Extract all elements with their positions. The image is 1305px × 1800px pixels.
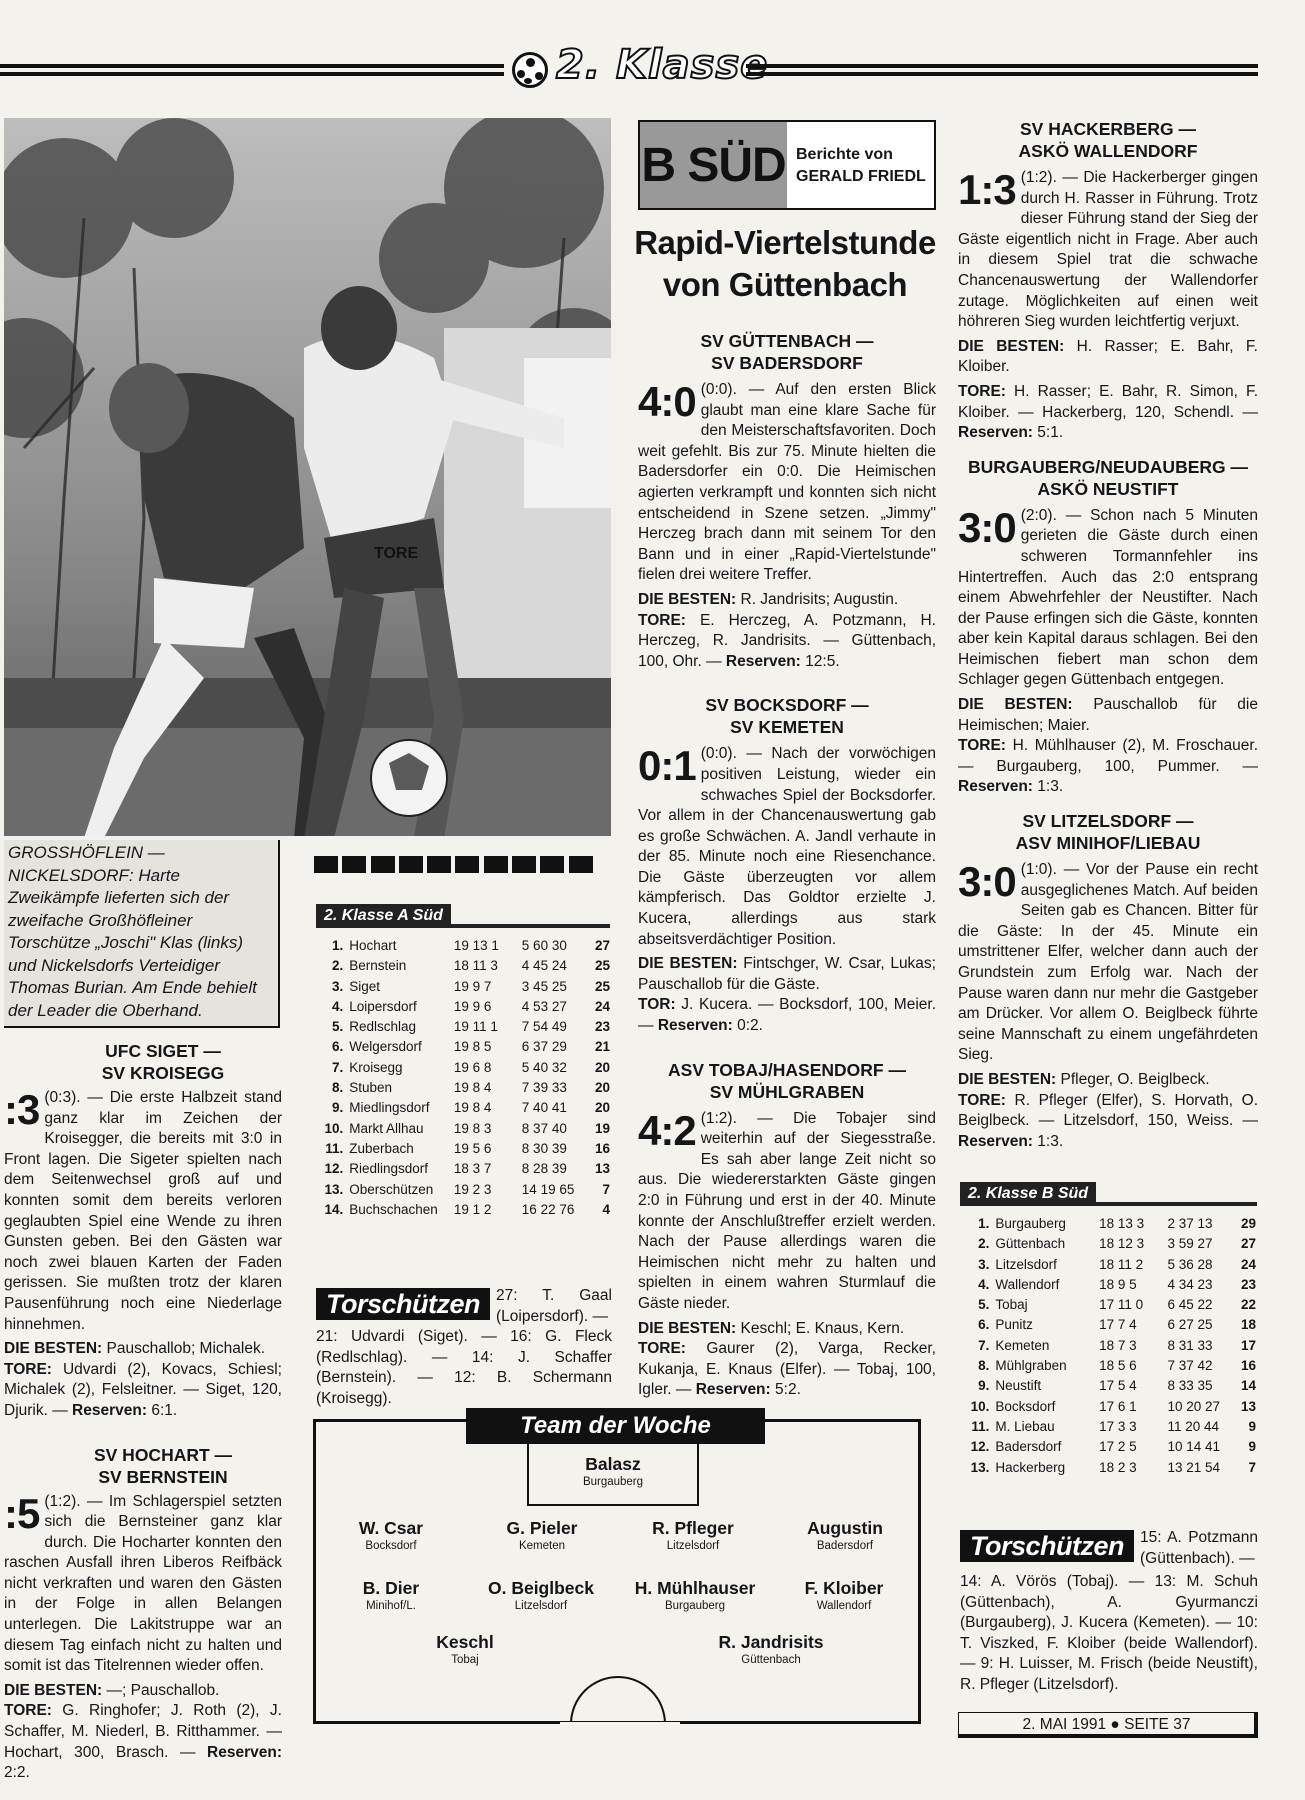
table-cell: 27 <box>1240 1236 1256 1252</box>
table-cell: Burgauberg <box>995 1216 1066 1231</box>
match-title: BURGAUBERG/NEUDAUBERG — <box>967 456 1248 477</box>
table-cell: 18 13 3 <box>1099 1216 1145 1231</box>
headline: Rapid-Viertelstunde von Güttenbach <box>634 224 936 303</box>
table-cell: 13 <box>1240 1398 1256 1414</box>
table-row <box>316 1017 610 1037</box>
player: H. Mühlhauser Burgauberg <box>634 1578 756 1612</box>
table-cell: 1. <box>331 938 344 953</box>
table-cell: Buchschachen <box>349 1201 438 1217</box>
table-cell: 10. <box>970 1398 990 1414</box>
table-cell: 7 <box>1248 1459 1256 1475</box>
match-title: SV HOCHART — <box>93 1444 233 1465</box>
table-cell: 5. <box>978 1297 990 1313</box>
standings-table-b <box>962 1214 1256 1478</box>
table-cell: 8 28 39 <box>521 1161 567 1177</box>
match-title: ASV MINIHOF/LIEBAU <box>1015 833 1201 854</box>
table-cell: Güttenbach <box>995 1236 1066 1252</box>
table-cell: Punitz <box>995 1317 1033 1333</box>
match-title: UFC SIGET — <box>105 1041 221 1061</box>
table-cell: Loipersdorf <box>349 998 417 1014</box>
table-cell: 18 <box>1240 1317 1256 1333</box>
table-cell: 17 5 4 <box>1099 1378 1137 1394</box>
table-cell: 8 33 35 <box>1167 1378 1213 1394</box>
table-cell: 3. <box>331 978 344 994</box>
table-row <box>316 1200 610 1220</box>
table-cell: Welgersdorf <box>349 1039 422 1055</box>
table-cell: 13. <box>970 1459 990 1475</box>
table-row <box>962 1315 1256 1335</box>
table-cell: Zuberbach <box>349 1140 414 1156</box>
table-cell: 1. <box>978 1216 990 1231</box>
match-score: 4:2 <box>638 1106 696 1154</box>
match-report: (1:2). — Die Hackerberger gingen durch H. Rasser in Führung. Trotz dieser Führung stand der Sieg der Gäste eigentlich nicht in Frage. Aber auch in diesem Spiel trat die schwache Chancenauswertung der Wallendorfer zutage. Möglichkeiten auf einen weit höhreren Sieg wurden leichtfertig verjuxt. <box>958 169 1258 331</box>
match-title: ASKÖ NEUSTIFT <box>1037 478 1179 499</box>
table-cell: 25 <box>594 958 610 974</box>
table-cell: 17 11 0 <box>1099 1297 1144 1313</box>
match-report: (0:0). — Nach der vorwöchigen positiven Leistung, wieder ein schwaches Spiel der Bocksdorfer. Vor allem in der Chancenauswertung gab es große Schwächen. A. Jandl verhaute in der 85. Minute noch eine Riesenchance. Die Gäste überzeugten vor allem kämpferisch. Das Goldtor erzielte J. Kucera, allerdings aus stark abseitsverdächtiger Position. <box>638 745 936 948</box>
match-score: :3 <box>4 1086 40 1133</box>
match-title: SV BOCKSDORF — <box>705 695 869 716</box>
match-title: SV LITZELSDORF — <box>1022 811 1194 832</box>
table-cell: 24 <box>1240 1256 1256 1272</box>
table-cell: 11 20 44 <box>1167 1418 1220 1434</box>
table-cell: 4 53 27 <box>521 998 567 1014</box>
table-cell: 12. <box>970 1439 990 1455</box>
decorative-squares <box>314 856 597 878</box>
match-title: SV BADERSDORF <box>711 353 863 373</box>
table-cell: 19 9 6 <box>453 998 492 1014</box>
table-cell: 16 22 76 <box>521 1201 575 1217</box>
table-cell: 7 <box>602 1181 610 1197</box>
match-title: SV KEMETEN <box>730 717 844 738</box>
table-row <box>962 1336 1256 1356</box>
table-cell: 18 5 6 <box>1099 1358 1137 1374</box>
left-column: UFC SIGET — SV KROISEGG :3 (0:3). — Die erste Halbzeit stand ganz klar im Zeichen der Kroisegger, die bereits mit 3:0 in Front lagen. Die Sigeter spielten nach dem Seitenwechsel groß auf und konnten somit dem bereits verloren geglaubten Spiel eine Wende zu ihren Gunsten geben. Bei den Gästen war noch zwei blauen Karten der Faden gerissen. Sie mußten trotz der klaren Pausenführung noch eine Niederlage hinnehmen. DIE BESTEN: Pauschallob; Michalek. TORE: Udvardi (2), Kovacs, Schiesl; Michalek (2), Felsleitner. — Siget, 120, Djurik. — Reserven: 6:1. SV HOCHART — SV BERNSTEIN :5 (1:2). — Im Schlagerspiel setzten sich die Bernsteiner ganz klar durch. Die Hocharter konnten den raschen Ausfall ihren Liberos Reifbäck nicht verkraften und waren den Gästen in der Folge in allen Belangen unterlegen. Die Lakitstruppe war an diesem Tag einfach nicht zu halten und somit ist das Titelrennen wieder offen. DIE BESTEN: —; Pauschallob. TORE: G. Ringhofer; J. Roth (2), J. Schaffer, M. Niederl, B. Ritthammer. — Hochart, 300, Brasch. — Reserven: 2:2. <box>4 1041 282 1782</box>
reports-by: Berichte von GERALD FRIEDL <box>796 146 926 185</box>
player: F. Kloiber Wallendorf <box>804 1578 884 1612</box>
table-cell: 12. <box>324 1161 344 1177</box>
table-cell: Mühlgraben <box>995 1358 1067 1374</box>
table-cell: Riedlingsdorf <box>349 1161 429 1177</box>
table-cell: 7 40 41 <box>521 1100 567 1116</box>
table-cell: 19 9 7 <box>453 978 492 994</box>
table-cell: 24 <box>594 998 610 1014</box>
table-cell: 2. <box>331 958 344 974</box>
table-cell: 22 <box>1240 1297 1256 1313</box>
match-score: :5 <box>4 1489 40 1537</box>
table-cell: Neustift <box>995 1378 1042 1394</box>
table-cell: Wallendorf <box>995 1276 1060 1292</box>
player: R. Jandrisits Güttenbach <box>718 1632 824 1666</box>
table-a-title: 2. Klasse A Süd <box>316 904 451 928</box>
table-cell: 7. <box>978 1337 990 1353</box>
table-cell: 23 <box>594 1019 610 1035</box>
match-score: 3:0 <box>958 858 1016 906</box>
table-cell: Kroisegg <box>349 1059 403 1075</box>
table-cell: 17 <box>1240 1337 1256 1353</box>
table-row <box>962 1397 1256 1417</box>
table-cell: 25 <box>594 978 610 994</box>
table-row <box>962 1356 1256 1376</box>
football-icon <box>512 52 548 88</box>
match-title: SV BERNSTEIN <box>98 1466 228 1487</box>
middle-column: SV GÜTTENBACH — SV BADERSDORF 4:0 (0:0). — Auf den ersten Blick glaubt man eine klare Sache für den Meisterschaftsfavoriten. Doch weit gefehlt. Bis zur 75. Minute hielten die Badersdorfer ein 0:0. Die Heimischen agierten verkrampft und konnten sich nicht entscheidend in Szene setzen. „Jimmy" Herczeg brach dann mit seinem Tor den Bann und in einer „Rapid-Viertelstunde" fielen drei weitere Treffer. DIE BESTEN: R. Jandrisits; Augustin. TORE: E. Herczeg, A. Potzmann, H. Herczeg, R. Jandrisits. — Güttenbach, 100, Ohr. — Reserven: 12:5. SV BOCKSDORF — SV KEMETEN 0:1 (0:0). — Nach der vorwöchigen positiven Leistung, wieder ein schwaches Spiel der Bocksdorfer. Vor allem in der Chancenauswertung gab es große Schwächen. A. Jandl verhaute in der 85. Minute noch eine Riesenchance. Die Gäste überzeugten vor allem kämpferisch. Das Goldtor erzielte J. Kucera, allerdings aus stark abseitsverdächtiger Position. DIE BESTEN: Fintschger, W. Csar, Lukas; Pauschallob für die Gäste. TOR: J. Kucera. — Bocksdorf, 100, Meier. — Reserven: 0:2. ASV TOBAJ/HASENDORF — SV MÜHLGRABEN 4:2 (1:2). — Die Tobajer sind weiterhin auf der Siegesstraße. Es sah aber lange Zeit nicht so aus. Die wiedererstarkten Gäste gingen 2:0 in Führung und erst in der 40. Minute konnte der Anschlußtreffer erzielt werden. Nach der Pause allerdings waren die Heimischen nicht mehr zu halten und spielten in einem wahren Sturmlauf die Gäste nieder. DIE BESTEN: Keschl; E. Knaus, Kern. TORE: Gaurer (2), Varga, Recker, Kukanja, E. Knaus (Elfer). — Tobaj, 100, Igler. — Reserven: 5:2. <box>638 331 936 1399</box>
table-cell: 5 36 28 <box>1167 1256 1213 1272</box>
team-of-week-title: Team der Woche <box>466 1408 765 1444</box>
match-report: (0:0). — Auf den ersten Blick glaubt man eine klare Sache für den Meisterschaftsfavoriten. Doch weit gefehlt. Bis zur 75. Minute hielten die Badersdorfer ein 0:0. Die Heimischen agierten verkrampft und konnten sich nicht entscheidend in Szene setzen. „Jimmy" Herczeg brach dann mit seinem Tor den Bann und in einer „Rapid-Viertelstunde" fielen drei weitere Treffer. <box>638 381 936 584</box>
table-cell: 4. <box>331 998 344 1014</box>
table-cell: 21 <box>594 1039 610 1055</box>
match-report: (1:2). — Die Tobajer sind weiterhin auf der Siegesstraße. Es sah aber lange Zeit nicht so aus. Die wiedererstarkten Gäste gingen 2:0 in Führung und erst in der 40. Minute konnte der Anschlußtreffer erzielt werden. Nach der Pause allerdings waren die Heimischen nicht mehr zu halten und spielten in einem wahren Sturmlauf die Gäste nieder. <box>638 1109 936 1312</box>
player: R. Pfleger Litzelsdorf <box>652 1518 734 1552</box>
scorers-a-text: 21: Udvardi (Siget). — 16: G. Fleck (Redlschlag). — 14: J. Schaffer (Bernstein). — 12: B. Schermann (Kroisegg). <box>316 1328 612 1407</box>
table-cell: 16 <box>1240 1358 1256 1374</box>
player: Balasz Burgauberg <box>582 1454 644 1488</box>
match-score: 4:0 <box>638 378 696 425</box>
table-cell: 19 8 4 <box>453 1080 492 1096</box>
table-cell: Stuben <box>349 1080 393 1096</box>
table-cell: 3 45 25 <box>521 978 567 994</box>
table-cell: 19 1 2 <box>453 1201 492 1217</box>
table-cell: 5 60 30 <box>521 938 567 953</box>
table-row <box>316 1058 610 1078</box>
player: Keschl Tobaj <box>436 1632 494 1666</box>
table-cell: 4 45 24 <box>521 958 567 974</box>
table-cell: 18 2 3 <box>1099 1459 1137 1475</box>
table-cell: 8. <box>331 1080 344 1096</box>
table-cell: Kemeten <box>995 1337 1050 1353</box>
table-cell: 7. <box>331 1059 344 1075</box>
table-cell: 19 8 3 <box>453 1120 492 1136</box>
table-row <box>962 1376 1256 1396</box>
b-sued-box <box>638 120 936 210</box>
scorers-b-text-top: 15: A. Potzmann (Güttenbach). — <box>1140 1529 1258 1567</box>
match-title: SV KROISEGG <box>101 1063 225 1083</box>
table-cell: 2. <box>978 1236 990 1252</box>
table-cell: 4 34 23 <box>1167 1276 1213 1292</box>
match-report: (2:0). — Schon nach 5 Minuten gerieten die Gäste durch einen schweren Tormannfehler ins Hintertreffen. Auch das 2:0 entsprang einem Abwehrfehler der Neustifter. Nach der Pause erfingen sich die Gäste, konnten aber kein Kapital daraus schlagen. Bei den Heimischen fiebert man schon dem Schlager gegen Güttenbach entgegen. <box>958 506 1258 689</box>
match-title: SV MÜHLGRABEN <box>709 1081 865 1102</box>
standings-table-a <box>316 936 610 1220</box>
match-title: ASKÖ WALLENDORF <box>1018 141 1198 161</box>
table-cell: 17 7 4 <box>1099 1317 1137 1333</box>
table-cell: 27 <box>594 938 610 953</box>
table-row <box>962 1458 1256 1478</box>
table-cell: 6 37 29 <box>521 1039 567 1055</box>
table-cell: 3 59 27 <box>1167 1236 1213 1252</box>
table-cell: 9 <box>1248 1418 1256 1434</box>
table-row <box>316 1139 610 1159</box>
table-cell: 13 <box>594 1161 610 1177</box>
table-cell: 20 <box>594 1080 610 1096</box>
table-cell: Hochart <box>349 938 397 953</box>
table-row <box>962 1214 1256 1234</box>
table-cell: M. Liebau <box>995 1418 1055 1434</box>
table-cell: 6 45 22 <box>1167 1297 1213 1313</box>
table-cell: 6. <box>978 1317 990 1333</box>
table-cell: Markt Allhau <box>349 1120 424 1136</box>
table-cell: 9 <box>1248 1439 1256 1455</box>
table-cell: Badersdorf <box>995 1439 1062 1455</box>
table-row <box>316 997 610 1017</box>
table-b-title: 2. Klasse B Süd <box>960 1182 1096 1206</box>
table-cell: 19 13 1 <box>453 938 499 953</box>
table-cell: 20 <box>594 1059 610 1075</box>
table-row <box>316 956 610 976</box>
match-photo <box>4 118 611 836</box>
scorers-b-title: Torschützen <box>960 1530 1134 1562</box>
match-report: (1:2). — Im Schlagerspiel setzten sich die Bernsteiner ganz klar durch. Die Hocharter konnten den raschen Ausfall ihren Liberos Reifbäck nicht verkraften und waren den Gästen in der Folge in allen Belangen unterlegen. Die Lakitstruppe war an diesem Tag einfach nicht zu halten und somit ist das Titelrennen wieder offen. <box>4 1492 282 1675</box>
page-footer: 2. MAI 1991 ● SEITE 37 <box>958 1712 1258 1738</box>
match-score: 0:1 <box>638 742 696 790</box>
scorers-a-text-top: 27: T. Gaal (Loipersdorf). — <box>496 1287 612 1325</box>
table-cell: 13. <box>324 1181 344 1197</box>
table-cell: 18 12 3 <box>1099 1236 1145 1252</box>
table-cell: 18 11 3 <box>453 958 498 974</box>
photo-caption: GROSSHÖFLEIN — NICKELSDORF: Harte Zweikämpfe lieferten sich der zweifache Großhöfleiner Torschütze „Joschi" Klas (links) und Nickelsdorfs Verteidiger Thomas Burian. Am Ende behielt der Leader die Oberhand. <box>4 840 280 1028</box>
table-row <box>962 1437 1256 1457</box>
table-cell: 18 9 5 <box>1099 1276 1137 1292</box>
table-row <box>316 1119 610 1139</box>
header-rule-left <box>0 64 504 76</box>
table-row <box>316 1098 610 1118</box>
table-cell: 8. <box>978 1358 990 1374</box>
table-cell: 9. <box>978 1378 990 1394</box>
table-cell: 19 <box>594 1120 610 1136</box>
player: G. Pieler Kemeten <box>506 1518 578 1552</box>
match-title: ASV TOBAJ/HASENDORF — <box>668 1059 906 1080</box>
table-cell: 14. <box>324 1201 344 1217</box>
table-row <box>316 1078 610 1098</box>
table-cell: 7 37 42 <box>1167 1358 1213 1374</box>
table-cell: Litzelsdorf <box>995 1256 1057 1272</box>
player: Augustin Badersdorf <box>807 1518 883 1552</box>
match-score: 3:0 <box>958 503 1016 551</box>
table-cell: 19 8 4 <box>453 1100 492 1116</box>
player: W. Csar Bocksdorf <box>358 1518 424 1552</box>
table-cell: 4 <box>602 1201 610 1217</box>
table-cell: Redlschlag <box>349 1019 417 1035</box>
table-cell: Bernstein <box>349 958 407 974</box>
scorers-a-title: Torschützen <box>316 1288 490 1320</box>
match-title: SV HACKERBERG — <box>1020 119 1196 139</box>
table-cell: 7 54 49 <box>521 1019 567 1035</box>
table-cell: 10 14 41 <box>1167 1439 1221 1455</box>
table-a-rule <box>316 924 610 928</box>
table-cell: 11. <box>971 1418 990 1434</box>
table-row <box>962 1234 1256 1254</box>
table-row <box>962 1417 1256 1437</box>
table-cell: Oberschützen <box>349 1181 434 1197</box>
table-cell: Hackerberg <box>995 1459 1066 1475</box>
header-rule-right <box>746 64 1258 76</box>
player: O. Beiglbeck Litzelsdorf <box>487 1578 594 1612</box>
table-row <box>316 1180 610 1200</box>
scorers-b-text: 14: A. Vörös (Tobaj). — 13: M. Schuh (Güttenbach), A. Gyurmanczi (Burgauberg), J. Kucera (Kemeten). — 10: T. Viszked, F. Kloiber (beide Wallendorf). — 9: H. Luisser, M. Frisch (beide Neustift), R. Pfleger (Litzelsdorf). <box>960 1573 1258 1693</box>
table-cell: 14 19 65 <box>521 1181 575 1197</box>
table-row <box>962 1275 1256 1295</box>
table-cell: 17 2 5 <box>1099 1439 1137 1455</box>
section-title: 2. Klasse <box>556 42 769 88</box>
table-row <box>962 1255 1256 1275</box>
table-cell: 3. <box>978 1256 990 1272</box>
table-cell: 18 3 7 <box>453 1161 492 1177</box>
table-cell: 19 11 1 <box>453 1019 498 1035</box>
table-cell: 29 <box>1240 1216 1256 1231</box>
table-cell: 7 39 33 <box>521 1080 567 1096</box>
table-cell: 4. <box>978 1276 990 1292</box>
match-report: (0:3). — Die erste Halbzeit stand ganz klar im Zeichen der Kroisegger, die bereits mit 3:0 in Front lagen. Die Sigeter spielten nach dem Seitenwechsel groß auf und konnten somit dem bereits verloren geglaubten Spiel eine Wende zu ihren Gunsten geben. Bei den Gästen war noch zwei blauen Karten der Faden gerissen. Sie mußten trotz der klaren Pausenführung noch eine Niederlage hinnehmen. <box>4 1089 282 1333</box>
table-row <box>316 936 610 956</box>
table-cell: Miedlingsdorf <box>349 1100 430 1116</box>
table-cell: 5 40 32 <box>521 1059 567 1075</box>
table-cell: 19 6 8 <box>453 1059 492 1075</box>
table-cell: 8 30 39 <box>521 1140 567 1156</box>
right-column: SV HACKERBERG — ASKÖ WALLENDORF 1:3 (1:2). — Die Hackerberger gingen durch H. Rasser in Führung. Trotz dieser Führung stand der Sieg der Gäste eigentlich nicht in Frage. Aber auch in diesem Spiel trat die schwache Chancenauswertung der Wallendorfer zutage. Möglichkeiten auf einen weit höhreren Sieg wurden leichtfertig verjuxt. DIE BESTEN: H. Rasser; E. Bahr, F. Kloiber. TORE: H. Rasser; E. Bahr, R. Simon, F. Kloiber. — Hackerberg, 120, Schendl. — Reserven: 5:1. BURGAUBERG/NEUDAUBERG — ASKÖ NEUSTIFT 3:0 (2:0). — Schon nach 5 Minuten gerieten die Gäste durch einen schweren Tormannfehler ins Hintertreffen. Auch das 2:0 entsprang einem Abwehrfehler der Neustifter. Nach der Pause erfingen sich die Gäste, konnten aber kein Kapital daraus schlagen. Bei den Heimischen fiebert man schon dem Schlager gegen Güttenbach entgegen. DIE BESTEN: Pauschallob für die Heimischen; Maier. TORE: H. Mühlhauser (2), M. Froschauer. — Burgauberg, 100, Pummer. — Reserven: 1:3. SV LITZELSDORF — ASV MINIHOF/LIEBAU 3:0 (1:0). — Vor der Pause ein recht ausgeglichenes Match. Auf beiden Seiten gab es Chancen. Bitter für die Gäste: In der 45. Minute ein umstrittener Elfer, welcher dann auch der Grundstein zum Erfolg war. Nach der Pause waren dann nur mehr die Gastgeber am Drücker. Vor allem O. Beiglbeck führte seine Mannschaft zu einem ungefährdeten Sieg. DIE BESTEN: Pfleger, O. Beiglbeck. TORE: R. Pfleger (Elfer), S. Horvath, O. Beiglbeck. — Litzelsdorf, 150, Weiss. — Reserven: 1:3. <box>958 119 1258 1150</box>
table-cell: 6. <box>331 1039 344 1055</box>
table-row <box>316 977 610 997</box>
table-cell: 13 21 54 <box>1167 1459 1221 1475</box>
table-cell: 18 7 3 <box>1099 1337 1137 1353</box>
table-cell: 8 37 40 <box>521 1120 567 1136</box>
table-cell: 2 37 13 <box>1167 1216 1213 1231</box>
table-cell: 20 <box>594 1100 610 1116</box>
table-cell: 18 11 2 <box>1099 1256 1144 1272</box>
table-cell: 11. <box>325 1140 344 1156</box>
match-score: 1:3 <box>958 166 1016 213</box>
table-row <box>316 1037 610 1057</box>
table-cell: Bocksdorf <box>995 1398 1056 1414</box>
table-cell: 5. <box>331 1019 344 1035</box>
table-cell: 23 <box>1240 1276 1256 1292</box>
table-b-rule <box>960 1202 1257 1206</box>
player: B. Dier Minihof/L. <box>362 1578 420 1612</box>
table-cell: 19 5 6 <box>453 1140 492 1156</box>
table-cell: Siget <box>349 978 381 994</box>
table-cell: 6 27 25 <box>1167 1317 1213 1333</box>
table-cell: 16 <box>594 1140 610 1156</box>
table-cell: Tobaj <box>995 1297 1028 1313</box>
table-cell: 10. <box>324 1120 344 1136</box>
table-row <box>962 1295 1256 1315</box>
table-cell: 8 31 33 <box>1167 1337 1213 1353</box>
table-cell: 19 8 5 <box>453 1039 492 1055</box>
table-row <box>316 1159 610 1179</box>
table-cell: 10 20 27 <box>1167 1398 1221 1414</box>
table-cell: 19 2 3 <box>453 1181 492 1197</box>
table-cell: 9. <box>331 1100 344 1116</box>
b-sued-label-bg: B SÜD <box>640 122 787 208</box>
match-title: SV GÜTTENBACH — <box>700 331 874 351</box>
table-cell: 17 3 3 <box>1099 1418 1137 1434</box>
table-cell: 14 <box>1240 1378 1256 1394</box>
match-report: (1:0). — Vor der Pause ein recht ausgeglichenes Match. Auf beiden Seiten gab es Chancen. Bitter für die Gäste: In der 45. Minute ein umstrittener Elfer, welcher dann auch der Grundstein zum Erfolg war. Nach der Pause waren dann nur mehr die Gastgeber am Drücker. Vor allem O. Beiglbeck führte seine Mannschaft zu einem ungefährdeten Sieg. <box>958 861 1258 1064</box>
table-cell: 17 6 1 <box>1099 1398 1137 1414</box>
jersey-text: TORE <box>374 545 419 562</box>
